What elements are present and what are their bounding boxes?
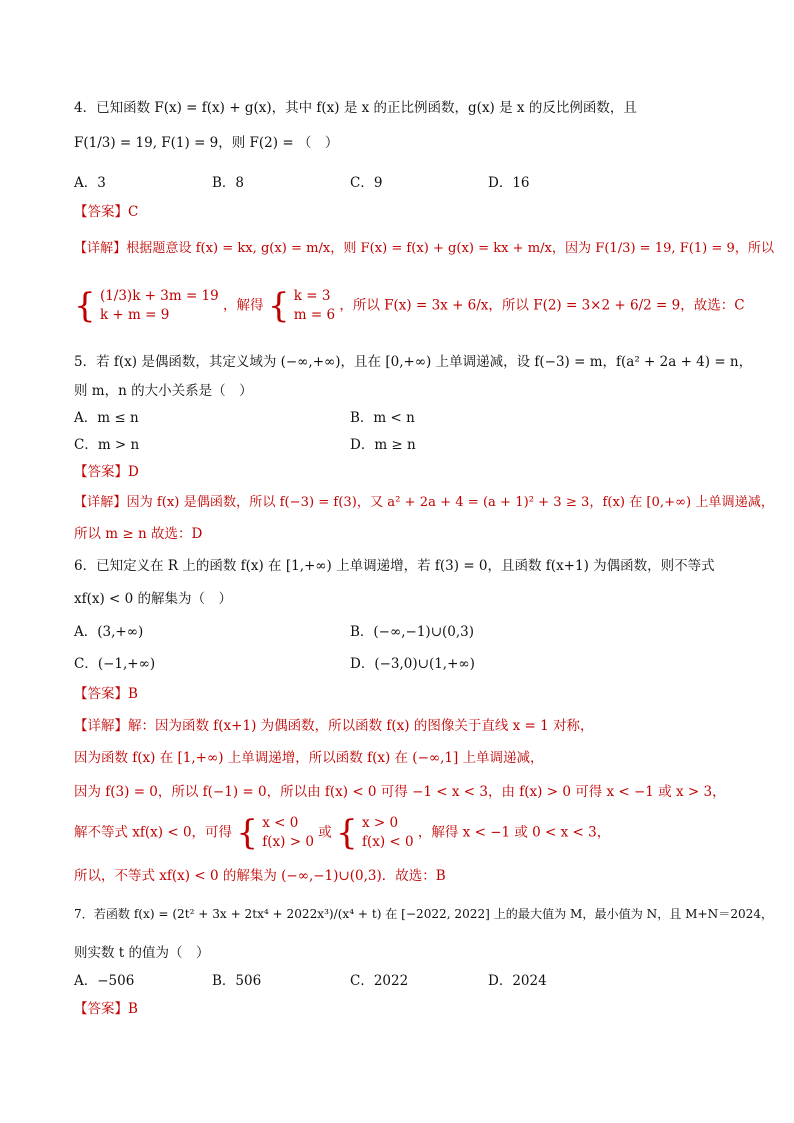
q6-detail-line5: 所以，不等式 xf(x) < 0 的解集为 (−∞,−1)∪(0,3)．故选：B — [74, 868, 446, 884]
q6-option-b: B．(−∞,−1)∪(0,3) — [350, 624, 475, 640]
q6-system-a — [262, 814, 314, 852]
q6-stem-line1: 6．已知定义在 R 上的函数 f(x) 在 [1,+∞) 上单调递增，若 f(3) = 0，且函数 f(x+1) 为偶函数，则不等式 — [74, 558, 715, 574]
q4-equation-1: (1/3)k + 3m = 19 — [99, 288, 219, 304]
q6-detail-text-a: 解不等式 xf(x) < 0，可得 — [74, 824, 233, 841]
q7-option-b: B．506 — [212, 973, 262, 989]
q4-detail-text-a: ，解得 — [223, 297, 264, 314]
q4-detail-line2 — [74, 286, 745, 326]
q6-detail-text-c: ，解得 x < −1 或 0 < x < 3， — [417, 824, 611, 841]
q5-option-a: A．m ≤ n — [74, 410, 139, 426]
q4-option-d: D．16 — [488, 175, 530, 191]
q7-option-a: A．−506 — [74, 973, 135, 989]
q4-equation-system — [100, 287, 219, 325]
q5-answer: 【答案】D — [74, 464, 139, 480]
q6-option-a: A．(3,+∞) — [74, 624, 144, 640]
q5-detail-line2: 所以 m ≥ n 故选：D — [74, 526, 203, 542]
q4-option-c: C．9 — [350, 175, 383, 191]
q5-stem-line2: 则 m，n 的大小关系是（ ） — [74, 383, 253, 399]
q5-detail-line1: 【详解】因为 f(x) 是偶函数，所以 f(−3) = f(3)，又 a² + 2a + 4 = (a + 1)² + 3 ≥ 3，f(x) 在 [0,+∞) 上单调递减， — [74, 495, 775, 510]
q7-answer: 【答案】B — [74, 1001, 138, 1017]
q7-stem-line2: 则实数 t 的值为（ ） — [74, 945, 210, 961]
q6-answer: 【答案】B — [74, 686, 138, 702]
q5-option-c: C．m > n — [74, 437, 140, 453]
q6-system-b — [362, 814, 414, 852]
q6-option-c: C．(−1,+∞) — [74, 656, 156, 672]
q6-option-d: D．(−3,0)∪(1,+∞) — [350, 656, 475, 672]
left-brace: { — [267, 286, 290, 326]
q6-stem-line2: xf(x) < 0 的解集为（ ） — [74, 591, 233, 607]
q6-system-a-1: x < 0 — [262, 815, 299, 831]
q4-option-b: B．8 — [212, 175, 245, 191]
q7-option-d: D．2024 — [488, 973, 547, 989]
q6-system-b-2: f(x) < 0 — [361, 834, 414, 850]
left-brace: { — [336, 813, 358, 853]
q4-detail-line1: 【详解】根据题意设 f(x) = kx, g(x) = m/x，则 F(x) = f(x) + g(x) = kx + m/x，因为 F(1/3) = 19, F(1) = 9，所以 — [74, 241, 775, 256]
q7-stem-line1: 7．若函数 f(x) = (2t² + 3x + 2tx⁴ + 2022x³)/(x⁴ + t) 在 [−2022, 2022] 上的最大值为 M，最小值为 N，且 M+N＝2024， — [74, 907, 774, 921]
q5-option-b: B．m < n — [350, 410, 415, 426]
q6-detail-text-b: 或 — [318, 824, 332, 841]
q6-detail-line2: 因为函数 f(x) 在 [1,+∞) 上单调递增，所以函数 f(x) 在 (−∞,1] 上单调递减， — [74, 750, 544, 766]
q4-equation-2: k + m = 9 — [99, 307, 170, 323]
q4-stem-line1: 4．已知函数 F(x) = f(x) + g(x)，其中 f(x) 是 x 的正比例函数，g(x) 是 x 的反比例函数，且 — [74, 100, 637, 116]
q4-solution-2: m = 6 — [293, 307, 336, 323]
q4-detail-text-b: ，所以 F(x) = 3x + 6/x，所以 F(2) = 3×2 + 6/2 = 9，故选：C — [339, 297, 745, 314]
q7-option-c: C．2022 — [350, 973, 409, 989]
left-brace: { — [236, 813, 258, 853]
q4-answer: 【答案】C — [74, 204, 139, 220]
q4-solution-system — [294, 287, 335, 325]
q6-system-a-2: f(x) > 0 — [262, 834, 314, 850]
left-brace: { — [74, 286, 96, 326]
q4-option-a: A．3 — [74, 175, 106, 191]
q5-option-d: D．m ≥ n — [350, 437, 416, 453]
q6-detail-line4 — [74, 813, 610, 853]
q4-stem-line2: F(1/3) = 19, F(1) = 9，则 F(2) = （ ） — [74, 135, 339, 151]
q6-system-b-1: x > 0 — [361, 815, 399, 831]
q6-detail-line1: 【详解】解：因为函数 f(x+1) 为偶函数，所以函数 f(x) 的图像关于直线 x = 1 对称， — [74, 718, 594, 734]
q5-stem-line1: 5．若 f(x) 是偶函数，其定义域为 (−∞,+∞)，且在 [0,+∞) 上单调递减，设 f(−3) = m，f(a² + 2a + 4) = n， — [74, 354, 753, 370]
q6-detail-line3: 因为 f(3) = 0，所以 f(−1) = 0，所以由 f(x) < 0 可得 −1 < x < 3，由 f(x) > 0 可得 x < −1 或 x > 3， — [74, 784, 726, 800]
q4-solution-1: k = 3 — [293, 288, 331, 304]
